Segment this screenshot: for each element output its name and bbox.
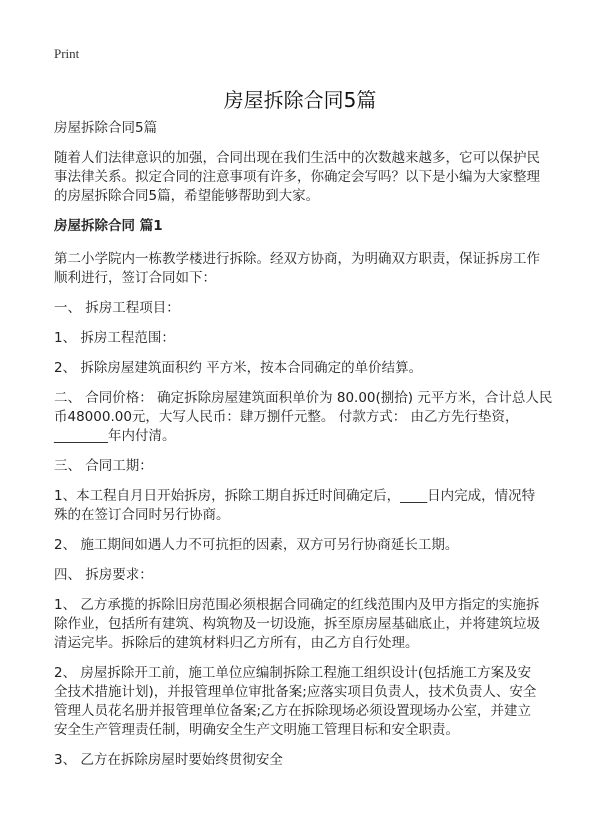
text-line: 币48000.00元，大写人民币：肆万捌仟元整。 付款方式： 由乙方先行垫资， — [54, 409, 519, 425]
text-line: 随着人们法律意识的加强，合同出现在我们生活中的次数越来越多，它可以保护民 — [54, 150, 540, 166]
print-link[interactable]: Print — [54, 46, 80, 61]
contract-paragraph — [54, 299, 554, 318]
contract-paragraph — [54, 389, 554, 446]
contract-paragraph — [54, 359, 554, 378]
contract-paragraph — [54, 536, 554, 555]
contract-paragraph — [54, 566, 554, 585]
text-line: 1、本工程自月日开始拆房，拆除工期自拆迁时间确定后，____日内完成，情况特 — [54, 488, 536, 504]
section-heading: 房屋拆除合同 篇1 — [54, 218, 163, 234]
text-line: 一、 拆房工程项目： — [54, 300, 180, 316]
text-line: 清运完毕。拆除后的建筑材料归乙方所有，由乙方自行处理。 — [54, 635, 419, 651]
page-title: 房屋拆除合同5篇 — [223, 88, 377, 112]
contract-paragraph — [54, 664, 554, 740]
text-line: 殊的在签订合同时另行协商。 — [54, 507, 230, 523]
text-line: 三、 合同工期： — [54, 458, 153, 474]
contract-paragraph — [54, 457, 554, 476]
text-line: 安全生产管理责任制，明确安全生产文明施工管理目标和安全职责。 — [54, 722, 459, 738]
text-line: ________年内付清。 — [54, 428, 176, 444]
text-line: 的房屋拆除合同5篇，希望能够帮助到大家。 — [54, 188, 320, 204]
contract-paragraph — [54, 487, 554, 525]
intro-paragraph — [54, 149, 554, 206]
text-line: 2、 房屋拆除开工前，施工单位应编制拆除工程施工组织设计(包括施工方案及安 — [54, 665, 532, 681]
text-line: 2、 施工期间如遇人力不可抗拒的因素，双方可另行协商延长工期。 — [54, 537, 459, 553]
text-line: 2、 拆除房屋建筑面积约 平方米，按本合同确定的单价结算。 — [54, 360, 423, 376]
contract-paragraph — [54, 250, 554, 288]
text-line: 第二小学院内一栋教学楼进行拆除。经双方协商，为明确双方职责，保证拆房工作 — [54, 251, 540, 267]
text-line: 3、 乙方在拆除房屋时要始终贯彻安全 — [54, 752, 283, 768]
text-line: 四、 拆房要求： — [54, 567, 153, 583]
text-line: 管理人员花名册并报管理单位备案;乙方在拆除现场必须设置现场办公室，并建立 — [54, 703, 532, 719]
document-body — [54, 119, 554, 781]
contract-paragraph — [54, 596, 554, 653]
subtitle: 房屋拆除合同5篇 — [54, 120, 158, 136]
text-line: 1、 拆房工程范围： — [54, 330, 175, 346]
text-line: 1、 乙方承揽的拆除旧房范围必须根据合同确定的红线范围内及甲方指定的实施拆 — [54, 597, 540, 613]
text-line: 顺利进行，签订合同如下： — [54, 270, 216, 286]
text-line: 除作业，包括所有建筑、构筑物及一切设施，拆至原房屋基础底止，并将建筑垃圾 — [54, 616, 540, 632]
contract-paragraph — [54, 329, 554, 348]
text-line: 全技术措施计划)，并报管理单位审批备案;应落实项目负责人，技术负责人、安全 — [54, 684, 537, 700]
contract-paragraphs — [54, 250, 554, 770]
contract-paragraph — [54, 751, 554, 770]
text-line: 二、 合同价格： 确定拆除房屋建筑面积单价为 80.00(捌拾) 元平方米，合计总人民 — [54, 390, 553, 406]
text-line: 事法律关系。拟定合同的注意事项有许多，你确定会写吗？以下是小编为大家整理 — [54, 169, 540, 185]
